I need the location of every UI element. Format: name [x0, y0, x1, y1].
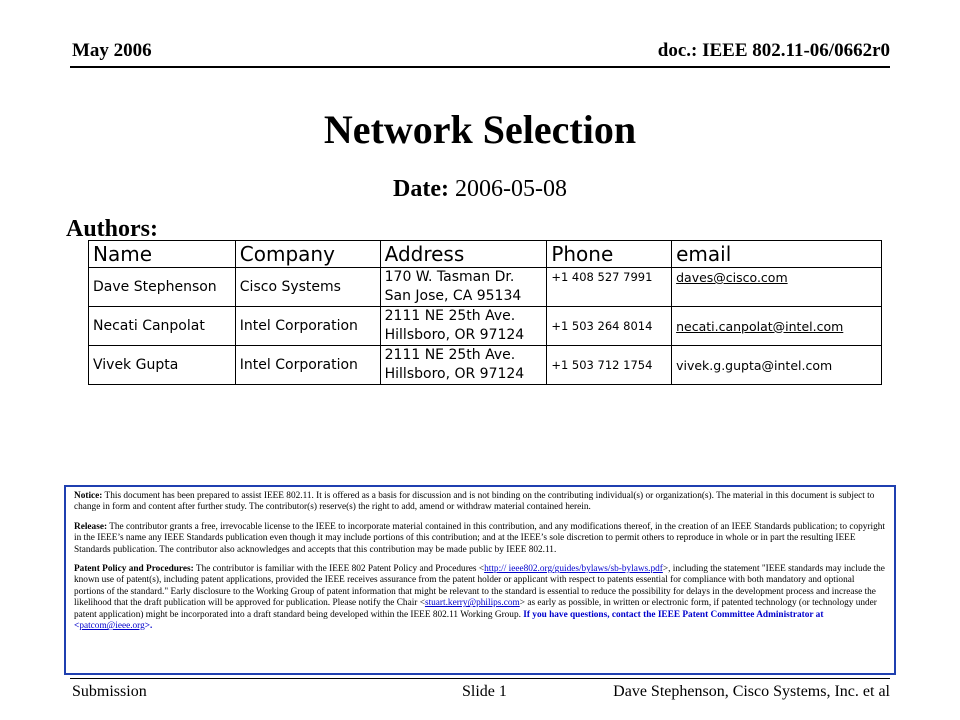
date-label: Date:	[393, 176, 449, 202]
email-link[interactable]: daves@cisco.com	[676, 270, 788, 285]
address-line-1: 170 W. Tasman Dr.	[384, 269, 515, 285]
table-row	[89, 307, 882, 346]
author-company: Intel Corporation	[235, 346, 380, 385]
col-address: Address	[380, 241, 547, 268]
author-address	[380, 346, 547, 385]
notice-text: This document has been prepared to assist IEEE 802.11. It is offered as a basis for discussion and is not binding on the contributing individual(s) or organization(s). The material in this document is subject to change in form and content after further study. The contributor(s) reserve(s) the right to add, amend or withdraw material contained herein.	[74, 491, 875, 513]
header-divider	[70, 66, 890, 68]
slide-title: Network Selection	[323, 107, 637, 152]
footer-author: Dave Stephenson, Cisco Systems, Inc. et al	[613, 683, 890, 700]
notice-label: Notice:	[74, 491, 103, 501]
patent-text-3: > as early as possible, in written or electronic form, if patented technology (or technology under patent application) might be incorporated into a draft standard being developed within the IEEE 802.11 Working Group.	[74, 598, 877, 620]
author-email[interactable]	[672, 307, 882, 346]
col-phone: Phone	[547, 241, 672, 268]
author-phone: +1 408 527 7991	[547, 268, 672, 307]
address-line-2: San Jose, CA 95134	[384, 288, 522, 304]
header-date: May 2006	[72, 40, 152, 61]
col-name: Name	[89, 241, 236, 268]
patent-label: Patent Policy and Procedures:	[74, 564, 194, 575]
address-line-2: Hillsboro, OR 97124	[384, 366, 525, 382]
chair-email-link[interactable]: stuart.kerry@philips.com	[424, 598, 520, 609]
author-company: Intel Corporation	[235, 307, 380, 346]
patent-end: >.	[144, 621, 153, 632]
bylaws-link[interactable]: http:// ieee802.org/guides/bylaws/sb-bylaws.pdf	[484, 564, 663, 575]
patent-contact-text: If you have questions, contact the IEEE Patent Committee Administrator at <	[74, 609, 824, 632]
header-doc-id: doc.: IEEE 802.11-06/0662r0	[657, 40, 890, 61]
notice-box	[64, 485, 896, 675]
address-line-1: 2111 NE 25th Ave.	[384, 308, 516, 324]
release-label: Release:	[74, 521, 108, 532]
release-text: The contributor grants a free, irrevocable license to the IEEE to incorporate material contained in this contribution, and any modifications thereof, in the creation of an IEEE Standards publication; to copyright in the IEEE’s name any IEEE Standards publication even though it may include portions of this contribution; and at the IEEE’s sole discretion to permit others to reproduce in whole or in part the resulting IEEE Standards publication. The contributor also acknowledges and accepts that this contribution may be made public by IEEE 802.11.	[74, 521, 885, 555]
author-email	[672, 346, 882, 385]
author-name: Vivek Gupta	[89, 346, 236, 385]
author-address	[380, 268, 547, 307]
address-line-2: Hillsboro, OR 97124	[384, 327, 525, 343]
authors-table	[88, 240, 882, 385]
patent-text-1: The contributor is familiar with the IEEE 802 Patent Policy and Procedures <	[195, 564, 485, 575]
author-phone: +1 503 712 1754	[547, 346, 672, 385]
author-email[interactable]	[672, 268, 882, 307]
footer-submission: Submission	[72, 683, 147, 700]
date-value: 2006-05-08	[454, 176, 567, 202]
author-name: Dave Stephenson	[89, 268, 236, 307]
table-row	[89, 346, 882, 385]
col-company: Company	[235, 241, 380, 268]
author-company: Cisco Systems	[235, 268, 380, 307]
author-phone: +1 503 264 8014	[547, 307, 672, 346]
authors-label: Authors:	[66, 216, 159, 242]
release-paragraph	[74, 522, 886, 556]
patent-paragraph	[74, 564, 886, 632]
address-line-1: 2111 NE 25th Ave.	[384, 347, 516, 363]
table-header-row	[89, 241, 882, 268]
date-line	[0, 176, 960, 203]
table-row	[89, 268, 882, 307]
email-link[interactable]: necati.canpolat@intel.com	[676, 318, 844, 334]
author-address	[380, 307, 547, 346]
patent-text-2: >, including the statement "IEEE standards may include the known use of patent(s), including patent applications, provided the IEEE receives assurance from the patent holder or applicant with respect to patents essential for compliance with both mandatory and optional portions of the standard." Early disclosure to the Working Group of patent information that might be relevant to the standard is essential to reduce the possibility for delays in the development process and increase the likelihood that the draft publication will be approved for publication. Please notify the Chair <	[74, 564, 885, 609]
footer-divider	[70, 678, 890, 679]
footer-slide-number: Slide 1	[462, 683, 507, 700]
author-name: Necati Canpolat	[89, 307, 236, 346]
email-text: vivek.g.gupta@intel.com	[676, 357, 833, 373]
patcom-email-link[interactable]: patcom@ieee.org	[79, 621, 145, 632]
notice-paragraph	[74, 491, 886, 514]
col-email: email	[672, 241, 882, 268]
